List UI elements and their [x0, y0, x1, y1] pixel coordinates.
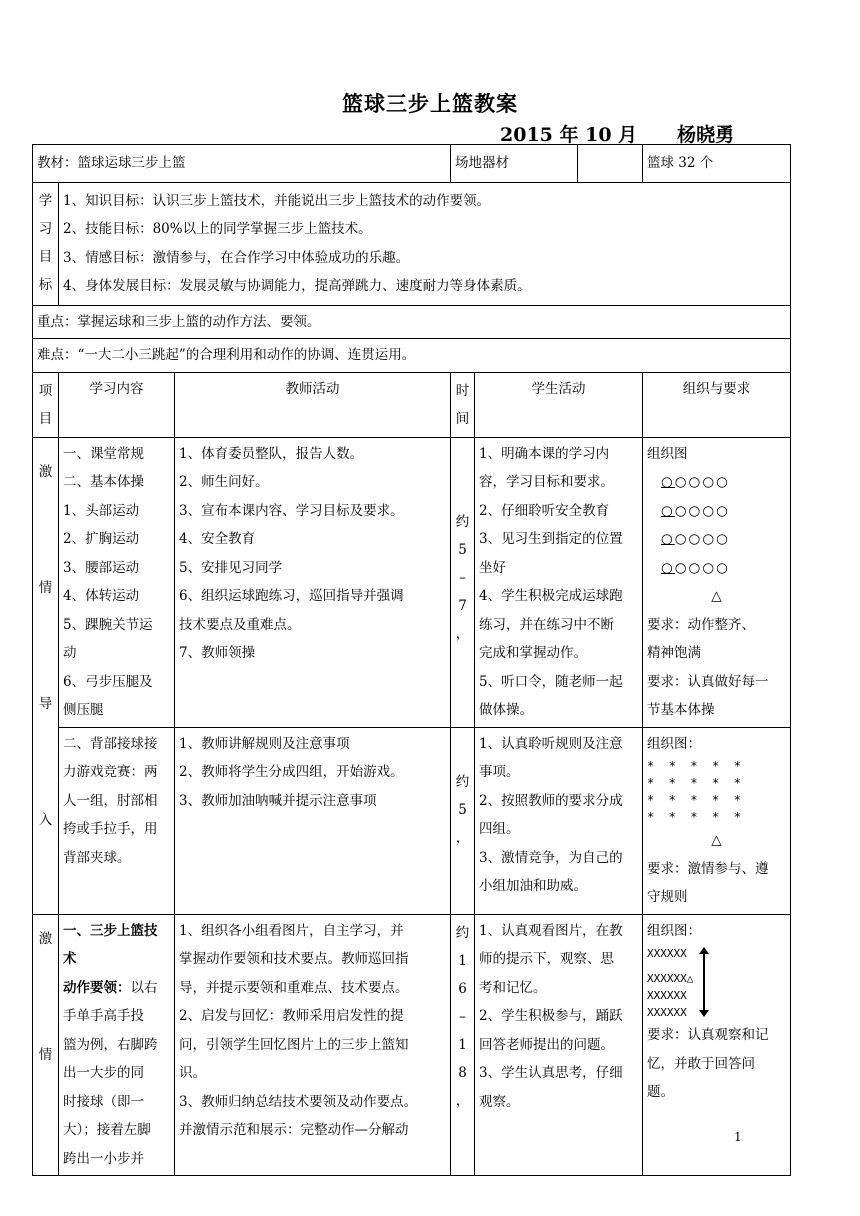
document-title: 篮球三步上篮教案: [342, 91, 518, 116]
section1-game-content: 二、背部接球接 力游戏竞赛：两 人一组，肘部相 挎或手拉手，用 背部夹球。: [59, 727, 175, 914]
equipment-value: 篮球 32 个: [643, 145, 791, 183]
section1-game-student: 1、认真聆听规则及注意 事项。 2、按照教师的要求分成 四组。 3、激情竞争，为自己的 小组加油和助威。: [475, 727, 643, 914]
objectives-row: [33, 182, 791, 305]
column-header-row: [33, 372, 791, 437]
author: 杨晓勇: [677, 124, 735, 146]
section2-time: 约 1 6 – 1 8 ，: [451, 914, 475, 1176]
objective-item: 3、情感目标：激情参与，在合作学习中体验成功的乐趣。: [63, 249, 410, 266]
section1-time: 约 5 – 7 ，: [451, 437, 475, 727]
info-row: [33, 145, 791, 183]
lesson-plan-table: [32, 144, 791, 1176]
section1-teacher: 1、体育委员整队，报告人数。 2、师生问好。 3、宣布本课内容、学习目标及要求。 4、安全教育 5、安排见习同学 6、组织运球跑练习，巡回指导并强调 技术要点及重难点。 7、教师领操: [175, 437, 451, 727]
formation-stars: * * * * * * * * * * * * * * * * * * * *: [647, 759, 741, 824]
section1-org: 组织图 ○○○○○ ○○○○○ ○○○○○ ○○○○○ △ 要求：动作整齐、 精神饱满 要求：认真做好每一 节基本体操: [643, 437, 791, 727]
formation-circles: ○○○○○ ○○○○○ ○○○○○ ○○○○○: [661, 474, 730, 576]
material-cell: 教材：篮球运球三步上篮: [33, 145, 451, 183]
objectives-list: [59, 182, 791, 305]
section1-game-teacher: 1、教师讲解规则及注意事项 2、教师将学生分成四组，开始游戏。 3、教师加油呐喊并提示注意事项: [175, 727, 451, 914]
equipment-label: 场地器材: [451, 145, 578, 182]
teacher-triangle-icon: △: [711, 832, 722, 848]
col-time: 时 间: [451, 372, 475, 437]
objective-item: 4、身体发展目标：发展灵敏与协调能力，提高弹跳力、速度耐力等身体素质。: [63, 278, 531, 294]
section2-content: 一、三步上篮技 术 动作要领：以右 手单手高手投 篮为例，右脚跨 出一大步的同 时接球（即一 大）；接着左脚 跨出一小步并: [59, 914, 175, 1176]
objective-item: 2、技能目标：80%以上的同学掌握三步上篮技术。: [63, 221, 372, 237]
formation-x: XXXXXX XXXXXX△ XXXXXX XXXXXX: [647, 945, 786, 1021]
section2-teacher: 1、组织各小组看图片，自主学习，并 掌握动作要领和技术要点。教师巡回指 导，并提示要领和重难点、技术要点。 2、启发与回忆：教师采用启发性的提 问，引领学生回忆图片上的三步上篮知 识。 3、教师归纳总结技术要领及动作要点。 并激情示范和展示：完整动作—分解动: [175, 914, 451, 1176]
objective-item: 1、知识目标：认识三步上篮技术，并能说出三步上篮技术的动作要领。: [63, 192, 491, 209]
section2-row: [33, 914, 791, 1176]
date-author-line: [500, 120, 734, 147]
double-arrow-icon: [703, 951, 705, 1013]
col-org: 组织与要求: [643, 372, 791, 437]
section2-student: 1、认真观看图片，在教 师的提示下，观察、思 考和记忆。 2、学生积极参与，踊跃 回答老师提出的问题。 3、学生认真思考，仔细 观察。: [475, 914, 643, 1176]
equipment-value-hidden: [578, 145, 586, 182]
section2-side-label: 激 情: [33, 914, 59, 1176]
section1-content: 一、课堂常规 二、基本体操 1、头部运动 2、扩胸运动 3、腰部运动 4、体转运动 5、踝腕关节运 动 6、弓步压腿及 侧压腿: [59, 437, 175, 727]
teacher-triangle-icon: △: [711, 588, 722, 604]
section1-row1: [33, 437, 791, 727]
difficult-point: 难点：“一大二小三跳起”的合理利用和动作的协调、连贯运用。: [33, 339, 791, 373]
page-number: 1: [734, 1130, 742, 1144]
key-point: 重点：掌握运球和三步上篮的动作方法、要领。: [33, 305, 791, 339]
col-student: 学生活动: [475, 372, 643, 437]
col-teacher: 教师活动: [175, 372, 451, 437]
section1-game-org: 组织图： * * * * * * * * * * * * * * * * * * * * △ 要求：激情参与、遵 守规则: [643, 727, 791, 914]
section1-game-time: 约 5 ，: [451, 727, 475, 914]
col-content: 学习内容: [59, 372, 175, 437]
date: 2015 年 10 月: [500, 124, 638, 146]
col-item: 项 目: [33, 372, 59, 437]
objectives-side-label: 学 习 目 标: [33, 182, 59, 305]
section1-student: 1、明确本课的学习内 容，学习目标和要求。 2、仔细聆听安全教育 3、见习生到指定的位置 坐好 4、学生积极完成运球跑 练习，并在练习中不断 完成和掌握动作。 5、听口令，随老师一起 做体操。: [475, 437, 643, 727]
section2-org: 组织图： XXXXXX XXXXXX△ XXXXXX XXXXXX 要求：认真观察和记 忆，并敢于回答问 题。: [643, 914, 791, 1176]
section1-row2: [33, 727, 791, 914]
section1-side-label: 激 情 导 入: [33, 437, 59, 914]
